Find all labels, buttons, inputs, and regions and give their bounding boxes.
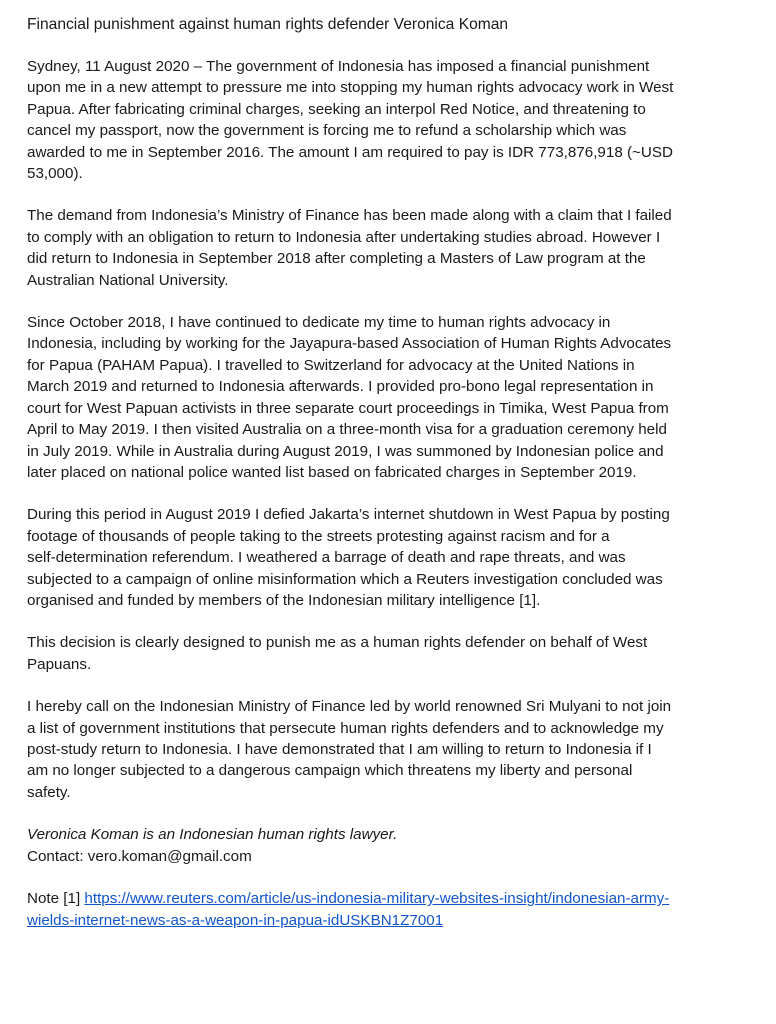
text-line: Indonesia, including by working for the Jayapura-based Association of Human Rights Advocates <box>27 335 672 353</box>
footnote-link[interactable]: https://www.reuters.com/article/us-indonesia-military-websites-insight/indonesian-army- <box>84 890 670 908</box>
document <box>27 14 765 932</box>
paragraph-decision <box>27 632 765 675</box>
text-line: later placed on national police wanted list based on fabricated charges in September 2019. <box>27 463 637 481</box>
text-line: 53,000). <box>27 165 83 183</box>
text-line: footage of thousands of people taking to the streets protesting against racism and for a <box>27 527 610 545</box>
text-line: April to May 2019. I then visited Australia on a three-month visa for a graduation ceremony held <box>27 421 667 439</box>
document-title <box>27 14 765 36</box>
contact-line: Contact: vero.koman@gmail.com <box>27 848 252 866</box>
text-line: safety. <box>27 783 71 801</box>
text-line: organised and funded by members of the Indonesian military intelligence [1]. <box>27 591 541 609</box>
text-line: I hereby call on the Indonesian Ministry of Finance led by world renowned Sri Mulyani to not join <box>27 698 672 716</box>
text-line: Australian National University. <box>27 271 229 289</box>
text-line: did return to Indonesia in September 2018 after completing a Masters of Law program at the <box>27 250 646 268</box>
text-line: Since October 2018, I have continued to dedicate my time to human rights advocacy in <box>27 314 611 332</box>
footnote-prefix: Note [1] <box>27 890 85 908</box>
text-line: The demand from Indonesia’s Ministry of Finance has been made along with a claim that I failed <box>27 207 672 225</box>
paragraph-call-to-action <box>27 696 765 803</box>
text-line: am no longer subjected to a dangerous campaign which threatens my liberty and personal <box>27 762 633 780</box>
text-line: to comply with an obligation to return to Indonesia after undertaking studies abroad. However I <box>27 228 661 246</box>
signature-block <box>27 824 765 868</box>
paragraph-advocacy-history <box>27 312 765 483</box>
text-line: Papua. After fabricating criminal charges, seeking an interpol Red Notice, and threatening to <box>27 100 646 118</box>
text-line: post-study return to Indonesia. I have demonstrated that I am willing to return to Indonesia if I <box>27 740 652 758</box>
text-line: subjected to a campaign of online misinformation which a Reuters investigation concluded was <box>27 570 663 588</box>
paragraph-internet-shutdown <box>27 504 765 611</box>
text-line: This decision is clearly designed to punish me as a human rights defender on behalf of West <box>27 634 648 652</box>
text-line: self-determination referendum. I weathered a barrage of death and rape threats, and was <box>27 549 626 567</box>
text-line: March 2019 and returned to Indonesia afterwards. I provided pro-bono legal representation in <box>27 378 654 396</box>
text-line: court for West Papuan activists in three separate court proceedings in Timika, West Papua from <box>27 399 669 417</box>
footnote <box>27 888 765 932</box>
text-line: Papuans. <box>27 655 92 673</box>
footnote-link-continuation[interactable]: wields-internet-news-as-a-weapon-in-papua-idUSKBN1Z7001 <box>27 912 444 930</box>
text-line: Sydney, 11 August 2020 – The government of Indonesia has imposed a financial punishment <box>27 58 650 75</box>
text-line: cancel my passport, now the government is forcing me to refund a scholarship which was <box>27 122 627 140</box>
author-bio: Veronica Koman is an Indonesian human rights lawyer. <box>27 826 398 844</box>
paragraph-ministry-demand <box>27 205 765 291</box>
text-line: a list of government institutions that persecute human rights defenders and to acknowledge my <box>27 719 664 737</box>
text-line: upon me in a new attempt to pressure me into stopping my human rights advocacy work in West <box>27 79 674 97</box>
text-line: awarded to me in September 2016. The amount I am required to pay is IDR 773,876,918 (~USD <box>27 143 673 161</box>
text-line: During this period in August 2019 I defied Jakarta’s internet shutdown in West Papua by posting <box>27 506 670 524</box>
text-line: for Papua (PAHAM Papua). I travelled to Switzerland for advocacy at the United Nations in <box>27 356 635 374</box>
text-line: in July 2019. While in Australia during August 2019, I was summoned by Indonesian police and <box>27 442 664 460</box>
paragraph-intro <box>27 56 765 184</box>
title-text: Financial punishment against human rights defender Veronica Koman <box>27 16 509 33</box>
